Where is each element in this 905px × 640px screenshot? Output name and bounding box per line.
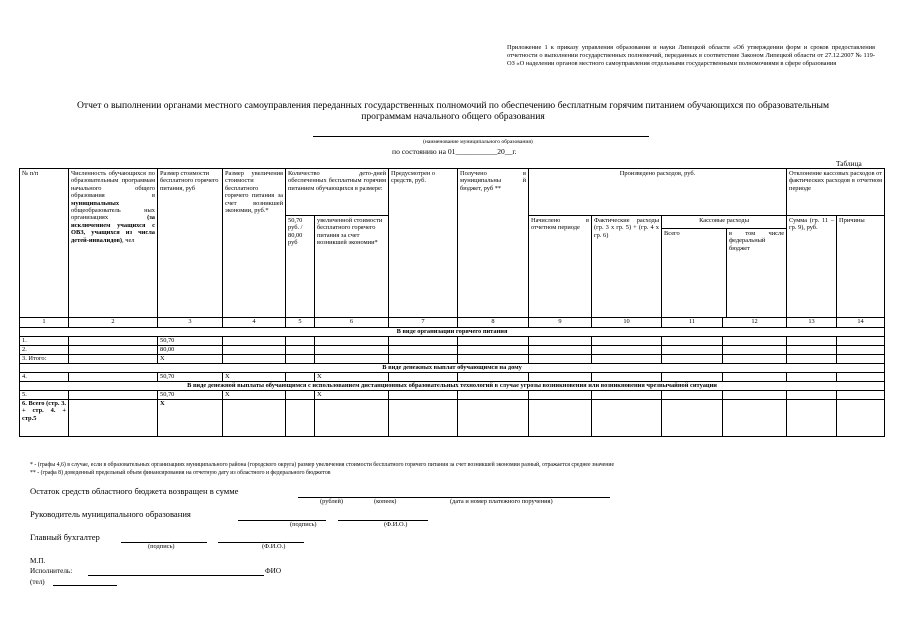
col-header-spent: Произведено расходов, руб. bbox=[529, 169, 787, 216]
row-number: 1. bbox=[20, 337, 69, 346]
footnote-2: ** - (графа 8) доведенный предельный объем финансирования на отчетную дату из областного и федерального бюджетов bbox=[30, 470, 331, 476]
column-number: 6 bbox=[315, 318, 389, 328]
accountant-name: (Ф.И.О.) bbox=[262, 543, 286, 550]
column-number: 14 bbox=[837, 318, 885, 328]
cell-increase: Х bbox=[223, 391, 286, 400]
column-number: 2 bbox=[69, 318, 158, 328]
col-header-6: увеличенной стоимости бесплатного горячего питания за счет возникшей экономии* bbox=[315, 216, 389, 318]
column-number: 13 bbox=[787, 318, 837, 328]
column-number: 8 bbox=[458, 318, 529, 328]
col-header-5: 50,70 руб. / 80,00 руб bbox=[286, 216, 315, 318]
balance-kopecks: (копеек) bbox=[374, 498, 397, 505]
col-header-2-bold-a: муниципальных bbox=[71, 199, 120, 207]
section-title-distance: В виде денежной выплаты обучающимся с использованием дистанционных образовательных технологий в случае угрозы возникновения или возникновения чрезвычайной ситуации bbox=[20, 382, 885, 391]
cell-meal-cost: Х bbox=[158, 400, 223, 437]
section-row-hot-meals bbox=[20, 328, 885, 337]
column-number: 3 bbox=[158, 318, 223, 328]
col-header-2-text-b: общеобразователь ных организациях bbox=[71, 207, 155, 222]
cell-meal-cost: Х bbox=[158, 355, 223, 364]
head-label: Руководитель муниципального образования bbox=[30, 509, 191, 519]
cell-days-increased: Х bbox=[315, 391, 389, 400]
col-header-12: в том числе федеральный бюджет bbox=[729, 230, 785, 252]
column-number: 5 bbox=[286, 318, 315, 328]
col-header-2-text-a: Численность обучающихся по образовательным программам начального общего образования в bbox=[71, 170, 155, 200]
col-header-5-6: Количество дето-дней обеспеченных бесплатным горячим питанием обучающихся в размере: bbox=[286, 169, 389, 216]
col-header-cash bbox=[662, 216, 787, 318]
table-row-6 bbox=[20, 400, 885, 437]
executor-line bbox=[88, 575, 264, 576]
balance-date: (дата и номер платежного поручения) bbox=[450, 498, 553, 505]
table-label: Таблица bbox=[836, 159, 862, 168]
row-number: 4. bbox=[20, 373, 69, 382]
cell-meal-cost: 50,70 bbox=[158, 373, 223, 382]
stamp-label: М.П. bbox=[30, 557, 46, 565]
column-number: 4 bbox=[223, 318, 286, 328]
column-number: 11 bbox=[662, 318, 723, 328]
cell-meal-cost: 50,70 bbox=[158, 337, 223, 346]
table-row-5 bbox=[20, 391, 885, 400]
cell-meal-cost: 50,70 bbox=[158, 391, 223, 400]
cell-meal-cost: 80,00 bbox=[158, 346, 223, 355]
col-header-9: Начислено в отчетном периоде bbox=[529, 216, 592, 318]
column-number: 1 bbox=[20, 318, 69, 328]
column-number: 7 bbox=[389, 318, 458, 328]
column-number-row bbox=[20, 318, 885, 328]
col-header-1: № п/п bbox=[20, 169, 69, 318]
row-number: 3. Итого: bbox=[20, 355, 69, 364]
row-number: 2. bbox=[20, 346, 69, 355]
phone-line bbox=[53, 585, 117, 586]
row-number: 5. bbox=[20, 391, 69, 400]
footnote-1: * - (графы 4,6) в случае, если в образовательных организациях муниципального района (городского округа) размер увеличения стоимости бесплатного горячего питания за счет возникшей экономии разный, отражается среднее значение bbox=[30, 462, 615, 468]
section-row-distance bbox=[20, 382, 885, 391]
col-header-11: Всего bbox=[662, 229, 727, 317]
executor-label: Исполнитель: bbox=[30, 567, 73, 575]
report-table bbox=[19, 168, 885, 437]
section-title-cash: В виде денежных выплат обучающимся на дому bbox=[20, 364, 885, 373]
head-name-line bbox=[338, 520, 428, 521]
column-number: 10 bbox=[592, 318, 662, 328]
table-row-4 bbox=[20, 373, 885, 382]
accountant-name-line bbox=[218, 542, 304, 543]
col-header-deviation: Отклонение кассовых расходов от фактических расходов в отчетном периоде bbox=[787, 169, 885, 216]
municipality-caption: (наименование муниципального образования) bbox=[423, 139, 533, 145]
executor-fio: ФИО bbox=[265, 567, 282, 575]
cell-increase: Х bbox=[223, 373, 286, 382]
col-header-13: Сумма (гр. 11 – гр. 9), руб. bbox=[787, 216, 837, 318]
col-header-8: Получено в муниципальны й бюджет, руб ** bbox=[458, 169, 529, 318]
col-header-2-bold-b: (за исключением учащихся с ОВЗ, учащихся из числа детей-инвалидов) bbox=[71, 214, 155, 244]
head-signature: (подпись) bbox=[290, 521, 317, 528]
col-header-2 bbox=[69, 169, 158, 318]
accountant-label: Главный бухгалтер bbox=[30, 532, 100, 542]
table-row-3 bbox=[20, 355, 885, 364]
accountant-signature: (подпись) bbox=[148, 543, 175, 550]
header-row-1 bbox=[20, 169, 885, 216]
municipality-line bbox=[313, 136, 649, 137]
head-name: (Ф.И.О.) bbox=[384, 521, 408, 528]
balance-rubles: (рублей) bbox=[320, 498, 344, 505]
row-number: 6. Всего (стр. 3. + стр. 4. + стр.5 bbox=[20, 400, 69, 437]
report-title: Отчет о выполнении органами местного самоуправления переданных государственных полномочий по обеспечению бесплатным горячим питанием обучающихся по образовательным программам начального общего образования bbox=[76, 100, 830, 122]
balance-label: Остаток средств областного бюджета возвращен в сумме bbox=[30, 486, 239, 496]
table-row-1 bbox=[20, 337, 885, 346]
col-header-cash-title: Кассовые расходы bbox=[662, 216, 786, 229]
as-of-date: по состоянию на 01___________20__г. bbox=[392, 147, 517, 156]
col-header-10: Фактические расходы (гр. 3 х гр. 5) + (гр. 4 х гр. 6) bbox=[592, 216, 662, 318]
table-row-2 bbox=[20, 346, 885, 355]
section-title-hot-meals: В виде организации горячего питания bbox=[20, 328, 885, 337]
cell-days-increased: Х bbox=[315, 373, 389, 382]
annex-text: Приложение 1 к приказу управления образования и науки Липецкой области «Об утверждении форм и сроков предоставления отчетности о выполнении государственных полномочий, переданных в соответствие Законом Липецкой области от 27.12.2007 № 119-ОЗ «О наделении органов местного самоуправления отдельными государственными полномочиями в сфере образования bbox=[507, 44, 875, 67]
section-row-cash bbox=[20, 364, 885, 373]
column-number: 9 bbox=[529, 318, 592, 328]
col-header-2-text-c: , чел bbox=[122, 236, 135, 244]
col-header-7: Предусмотрен о средств, руб. bbox=[389, 169, 458, 318]
col-header-4: Размер увеличения стоимости бесплатного горячего питания за счет возникшей экономии, руб.* bbox=[223, 169, 286, 318]
col-header-14: Причины bbox=[837, 216, 885, 318]
phone-label: (тел) bbox=[30, 578, 45, 586]
col-header-3: Размер стоимости бесплатного горячего питания, руб bbox=[158, 169, 223, 318]
column-number: 12 bbox=[723, 318, 787, 328]
